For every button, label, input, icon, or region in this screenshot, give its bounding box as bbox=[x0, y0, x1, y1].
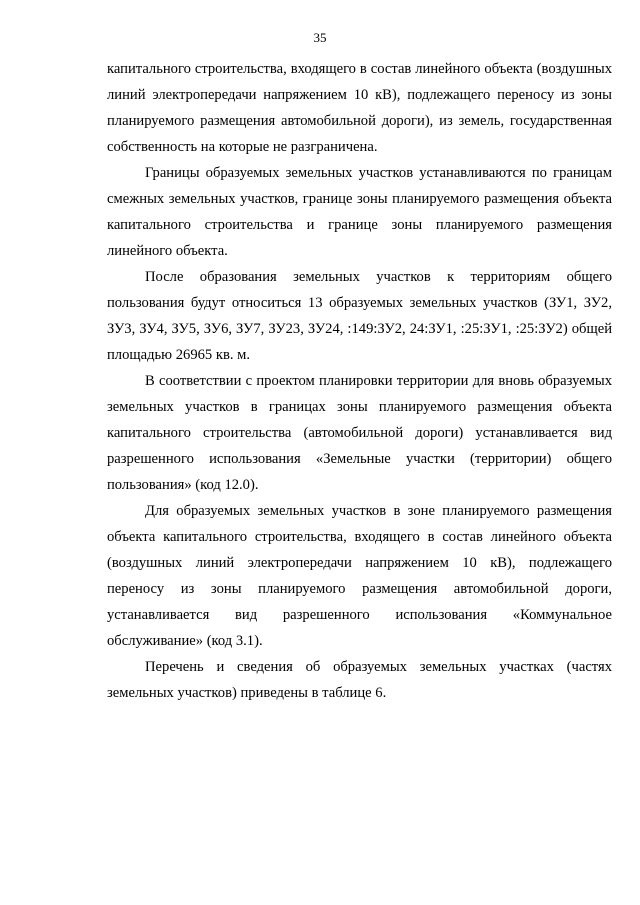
paragraph-permitted-use-road: В соответствии с проектом планировки территории для вновь образуемых земельных участков в границах зоны планируемого размещения объекта капитального строительства (автомобильной дороги) устанавливается вид разрешенного использования «Земельные участки (территории) общего пользования» (код 12.0). bbox=[107, 373, 612, 493]
paragraph-public-use-plots: После образования земельных участков к территориям общего пользования будут относиться 13 образуемых земельных участков (ЗУ1, ЗУ2, ЗУ3, ЗУ4, ЗУ5, ЗУ6, ЗУ7, ЗУ23, ЗУ24, :149:ЗУ2, 24:ЗУ1, :25:ЗУ1, :25:ЗУ2) общей площадью 26965 кв. м. bbox=[107, 269, 612, 363]
paragraph-continuation: капитального строительства, входящего в состав линейного объекта (воздушных линий электропередачи напряжением 10 кВ), подлежащего переносу из зоны планируемого размещения автомобильной дороги), из земель, государственная собственность на которые не разграничена. bbox=[107, 61, 612, 155]
paragraph-boundaries: Границы образуемых земельных участков устанавливаются по границам смежных земельных участков, границе зоны планируемого размещения объекта капитального строительства и границе зоны планируемого размещения линейного объекта. bbox=[107, 165, 612, 259]
paragraph-permitted-use-utility: Для образуемых земельных участков в зоне планируемого размещения объекта капитального строительства, входящего в состав линейного объекта (воздушных линий электропередачи напряжением 10 кВ), подлежащего переносу из зоны планируемого размещения автомобильной дороги, устанавливается вид разрешенного использования «Коммунальное обслуживание» (код 3.1). bbox=[107, 503, 612, 649]
paragraph-table-reference: Перечень и сведения об образуемых земельных участках (частях земельных участков) приведены в таблице 6. bbox=[107, 659, 612, 701]
page-number: 35 bbox=[313, 30, 327, 45]
document-body bbox=[107, 56, 612, 706]
